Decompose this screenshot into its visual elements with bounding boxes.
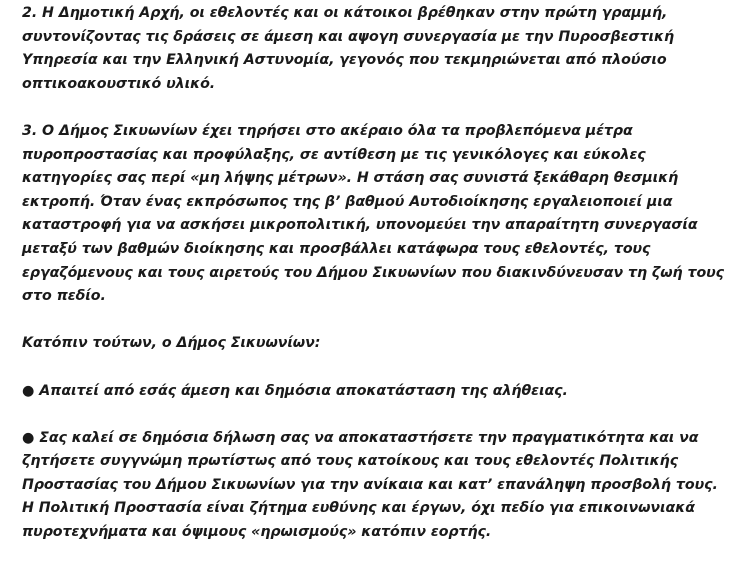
article-body bbox=[22, 2, 732, 568]
paragraph-point-2: 2. Η Δημοτική Αρχή, οι εθελοντές και οι κάτοικοι βρέθηκαν στην πρώτη γραμμή, συντονίζοντας τις δράσεις σε άμεση και αψογη συνεργασία με την Πυροσβεστική Υπηρεσία και την Ελληνική Αστυνομία, γεγονός που τεκμηριώνεται από πλούσιο οπτικοακουστικό υλικό. bbox=[22, 5, 675, 92]
paragraph-conclusion-intro: Κατόπιν τούτων, ο Δήμος Σικυωνίων: bbox=[22, 335, 321, 352]
paragraph-point-3: 3. Ο Δήμος Σικυωνίων έχει τηρήσει στο ακέραιο όλα τα προβλεπόμενα μέτρα πυροπροστασίας και προφύλαξης, σε αντίθεση με τις γενικόλογες και εύκολες κατηγορίες σας περί «μη λήψης μέτρων». Η στάση σας συνιστά ξεκάθαρη θεσμική εκτροπή. Όταν ένας εκπρόσωπος της β’ βαθμού Αυτοδιοίκησης εργαλειοποιεί μια καταστροφή για να ασκήσει μικροπολιτική, υπονομεύει την απαραίτητη συνεργασία μεταξύ των βαθμών διοίκησης και προσβάλλει κατάφωρα τους εθελοντές, τους εργαζόμενους και τους αιρετούς του Δήμου Σικυωνίων που διακινδύνευσαν τη ζωή τους στο πεδίο. bbox=[22, 122, 725, 305]
bullet-demand-truth: ● Απαιτεί από εσάς άμεση και δημόσια αποκατάσταση της αλήθειας. bbox=[22, 382, 568, 399]
bullet-call-apology: ● Σας καλεί σε δημόσια δήλωση σας να αποκαταστήσετε την πραγματικότητα και να ζητήσετε συγγνώμη πρωτίστως από τους κατοίκους και τους εθελοντές Πολιτικής Προστασίας του Δήμου Σικυωνίων για την ανίκαια και κατ’ επανάληψη προσβολή τους. Η Πολιτική Προστασία είναι ζήτημα ευθύνης και έργων, όχι πεδίο για επικοινωνιακά πυροτεχνήματα και όψιμους «ηρωισμούς» κατόπιν εορτής. bbox=[22, 429, 718, 541]
